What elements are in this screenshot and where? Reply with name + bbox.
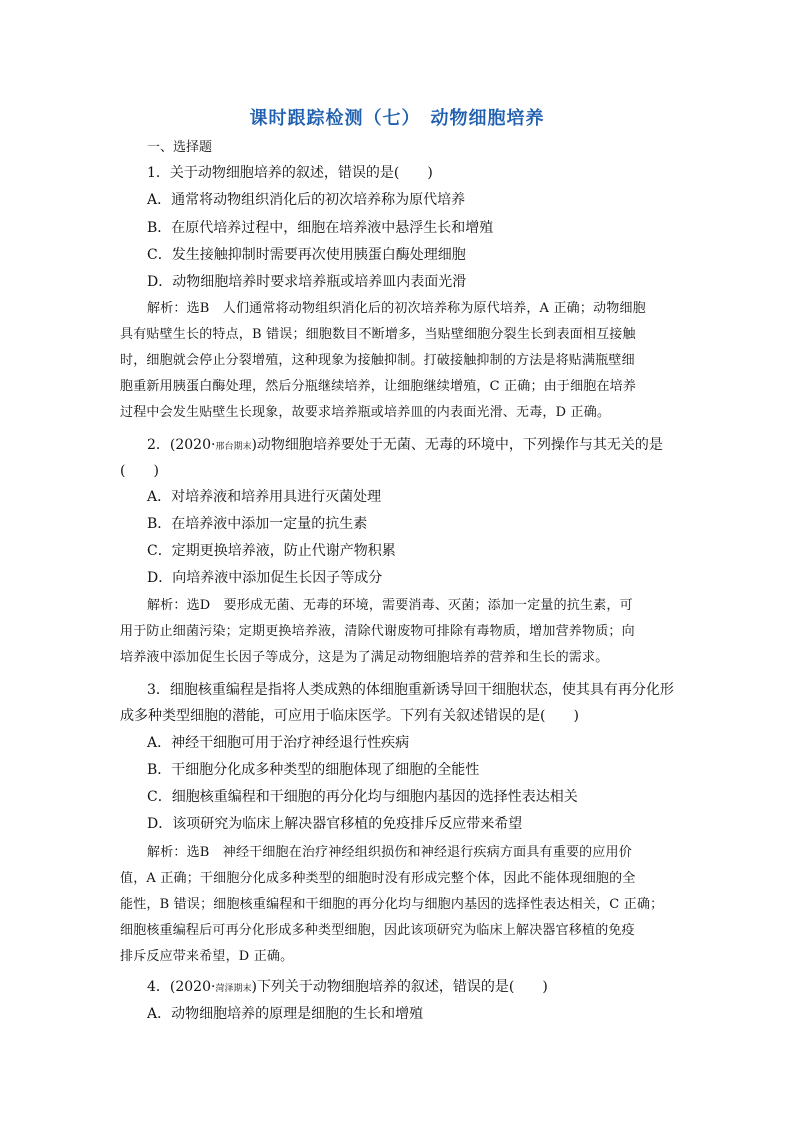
- question-2-analysis-line: 解析：选D 要形成无菌、无毒的环境，需要消毒、灭菌；添加一定量的抗生素，可: [147, 598, 633, 613]
- question-2-analysis-line: 培养液中添加促生长因子等成分，这是为了满足动物细胞培养的营养和生长的需求。: [120, 650, 609, 665]
- question-2-stem-suffix: )动物细胞培养要处于无菌、无毒的环境中，下列操作与其无关的是: [251, 437, 663, 453]
- question-2-option-d: D．向培养液中添加促生长因子等成分: [147, 570, 383, 586]
- question-2-source: 邢台期末: [215, 442, 252, 452]
- question-1-analysis-line: 胞重新用胰蛋白酶处理，然后分瓶继续培养，让细胞继续增殖，C 正确；由于细胞在培养: [120, 379, 637, 394]
- question-1-analysis-line: 时，细胞就会停止分裂增殖，这种现象为接触抑制。打破接触抑制的方法是将贴满瓶壁细: [120, 353, 635, 368]
- question-1-analysis-line: 过程中会发生贴壁生长现象，故要求培养瓶或培养皿的内表面光滑、无毒，D 正确。: [120, 405, 611, 420]
- question-4-stem: [147, 977, 548, 999]
- question-2-analysis-line: 用于防止细菌污染；定期更换培养液，清除代谢废物可排除有毒物质，增加营养物质；向: [120, 624, 635, 639]
- question-2-stem-prefix: 2．(2020·: [147, 437, 216, 453]
- question-1-analysis-line: 具有贴壁生长的特点，B 错误；细胞数目不断增多，当贴壁细胞分裂生长到表面相互接触: [120, 327, 636, 342]
- question-3-analysis-line: 排斥反应带来希望，D 正确。: [120, 949, 294, 964]
- section-heading: 一、选择题: [147, 140, 213, 155]
- question-1-analysis-line: 解析：选B 人们通常将动物组织消化后的初次培养称为原代培养，A 正确；动物细胞: [147, 301, 646, 316]
- question-3-stem-line2: 成多种类型细胞的潜能，可应用于临床医学。下列有关叙述错误的是( ): [120, 708, 579, 724]
- question-1-option-d: D．动物细胞培养时要求培养瓶或培养皿内表面光滑: [147, 274, 467, 290]
- question-4-option-a: A．动物细胞培养的原理是细胞的生长和增殖: [147, 1006, 424, 1022]
- question-2-option-a: A．对培养液和培养用具进行灭菌处理: [147, 489, 382, 505]
- question-3-analysis-line: 细胞核重编程后可再分化形成多种类型细胞，因此该项研究为临床上解决器官移植的免疫: [120, 923, 635, 938]
- question-4-stem-suffix: )下列关于动物细胞培养的叙述，错误的是( ): [251, 979, 548, 995]
- question-3-option-d: D．该项研究为临床上解决器官移植的免疫排斥反应带来希望: [147, 816, 523, 832]
- question-2-stem: [147, 435, 663, 457]
- question-3-analysis-line: 能性，B 错误；细胞核重编程和干细胞的再分化均与细胞内基因的选择性表达相关，C 正确；: [120, 897, 664, 912]
- question-1-option-b: B．在原代培养过程中，细胞在培养液中悬浮生长和增殖: [147, 220, 494, 236]
- question-1-option-c: C．发生接触抑制时需要再次使用胰蛋白酶处理细胞: [147, 247, 466, 263]
- question-3-analysis-line: 值，A 正确；干细胞分化成多种类型的细胞时没有形成完整个体，因此不能体现细胞的全: [120, 871, 636, 886]
- question-3-analysis-line: 解析：选B 神经干细胞在治疗神经组织损伤和神经退行疾病方面具有重要的应用价: [147, 845, 632, 860]
- page-title: 课时跟踪检测（七） 动物细胞培养: [249, 108, 545, 129]
- question-3-stem-line1: 3．细胞核重编程是指将人类成熟的体细胞重新诱导回干细胞状态，使其具有再分化形: [147, 682, 674, 698]
- question-2-option-b: B．在培养液中添加一定量的抗生素: [147, 516, 368, 532]
- question-3-option-a: A．神经干细胞可用于治疗神经退行性疾病: [147, 735, 410, 751]
- question-2-option-c: C．定期更换培养液，防止代谢产物积累: [147, 543, 396, 559]
- question-3-option-b: B．干细胞分化成多种类型的细胞体现了细胞的全能性: [147, 762, 480, 778]
- question-4-source: 菏泽期末: [215, 984, 252, 994]
- question-4-stem-prefix: 4．(2020·: [147, 979, 216, 995]
- question-3-option-c: C．细胞核重编程和干细胞的再分化均与细胞内基因的选择性表达相关: [147, 789, 578, 805]
- question-1-stem: 1．关于动物细胞培养的叙述，错误的是( ): [147, 165, 433, 181]
- question-2-stem-line2: ( ): [120, 463, 159, 479]
- question-1-option-a: A．通常将动物组织消化后的初次培养称为原代培养: [147, 192, 466, 208]
